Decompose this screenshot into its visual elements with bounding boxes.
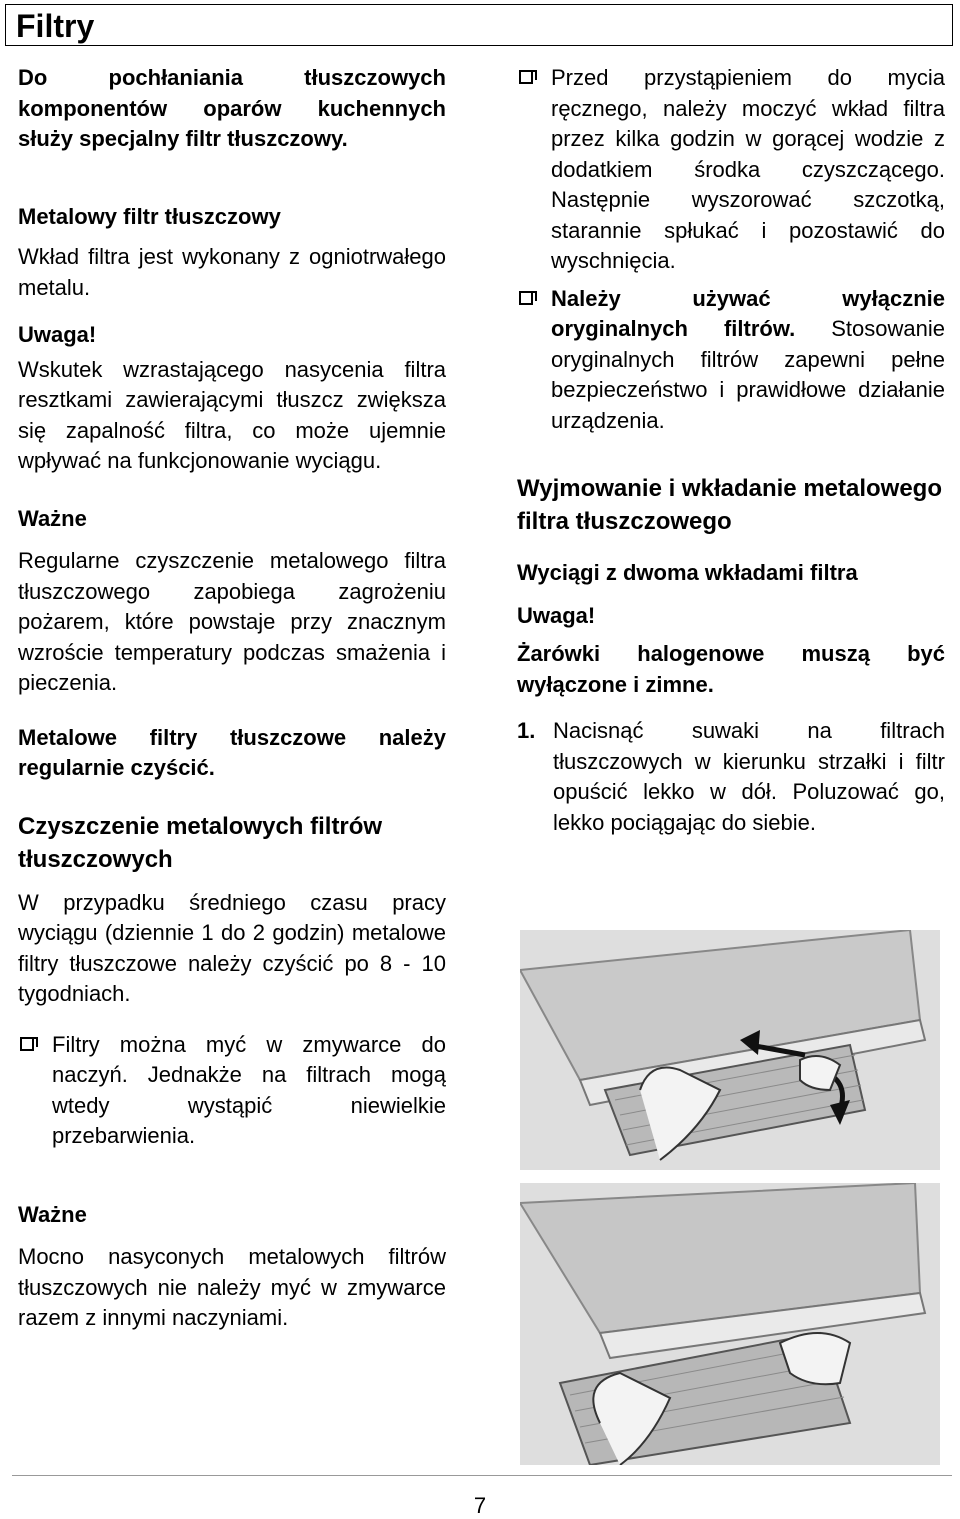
metal-filter-heading: Metalowy filtr tłuszczowy [18,203,281,229]
cleaning-text: W przypadku średniego czasu pracy wyciągu (dziennie 1 do 2 godzin) metalowe filtry tłuszczowe należy czyścić po 8 - 10 tygodniach. [18,889,446,1006]
filter-removal-illustration-1 [520,930,940,1170]
intro-text: Do pochłaniania tłuszczowych komponentów oparów kuchennych służy specjalny filtr tłuszczowy. [18,65,446,151]
important2-text: Mocno nasyconych metalowych filtrów tłuszczowych nie należy myć w zmywarce razem z innymi naczyniami. [18,1244,446,1330]
bullet-handwash [517,63,945,277]
important-label: Ważne [18,505,87,531]
bullet-dishwasher-text: Filtry można myć w zmywarce do naczyń. Jednakże na filtrach mogą wtedy wystąpić niewielkie przebarwienia. [52,1031,446,1148]
important-text: Regularne czyszczenie metalowego filtra tłuszczowego zapobiega zagrożeniu pożarem, które powstaje przy znacznym wzroście temperatury podczas smażenia i pieczenia. [18,548,446,695]
page-title: Filtry [16,8,95,44]
checkbox-bullet-icon [519,70,533,84]
important2-label: Ważne [18,1201,87,1227]
cleaning-heading: Czyszczenie metalowych filtrów tłuszczowych [18,812,383,873]
bullet-original-bold: Należy używać wyłącznie oryginalnych filtrów. [551,285,945,341]
metal-filter-text: Wkład filtra jest wykonany z ogniotrwałego metalu. [18,244,446,300]
bullet-dishwasher [18,1030,446,1152]
checkbox-bullet-icon [20,1037,34,1051]
halogen-warning: Żarówki halogenowe muszą być wyłączone i zimne. [517,641,945,697]
two-filters-heading: Wyciągi z dwoma wkładami filtra [517,560,858,585]
removal-heading: Wyjmowanie i wkładanie metalowego filtra tłuszczowego [517,475,943,535]
checkbox-bullet-icon [519,291,533,305]
left-column [18,63,446,1334]
warning-text: Wskutek wzrastającego nasycenia filtra resztkami zawierającymi tłuszcz zwiększa się zapalność filtra, co może ujemnie wpływać na funkcjonowanie wyciągu. [18,356,446,473]
regular-clean-text: Metalowe filtry tłuszczowe należy regularnie czyścić. [18,724,446,780]
warning-label: Uwaga! [18,322,97,347]
filter-removal-illustration-2 [520,1183,940,1465]
right-column [517,63,945,838]
bullet-handwash-text: Przed przystąpieniem do mycia ręcznego, należy moczyć wkład filtra przez kilka godzin w gorącej wodzie z dodatkiem środka czyszczącego. Następnie wyszorować szczotką, starannie spłukać i pozostawić do wyschnięcia. [551,65,945,273]
page-number: 7 [473,1493,487,1518]
step-1 [517,716,945,838]
footer-rule [12,1475,952,1476]
page-title-box [5,4,953,46]
step-1-number: 1. [517,718,536,743]
bullet-original-filters [517,284,945,437]
warning-label-right: Uwaga! [517,602,596,628]
bullet-original-text: Stosowanie oryginalnych filtrów zapewni pełne bezpieczeństwo i prawidłowe działanie urządzenia. [551,316,945,433]
step-1-text: Nacisnąć suwaki na filtrach tłuszczowych w kierunku strzałki i filtr opuścić lekko w dół. Poluzować go, lekko pociągając do siebie. [553,718,945,835]
